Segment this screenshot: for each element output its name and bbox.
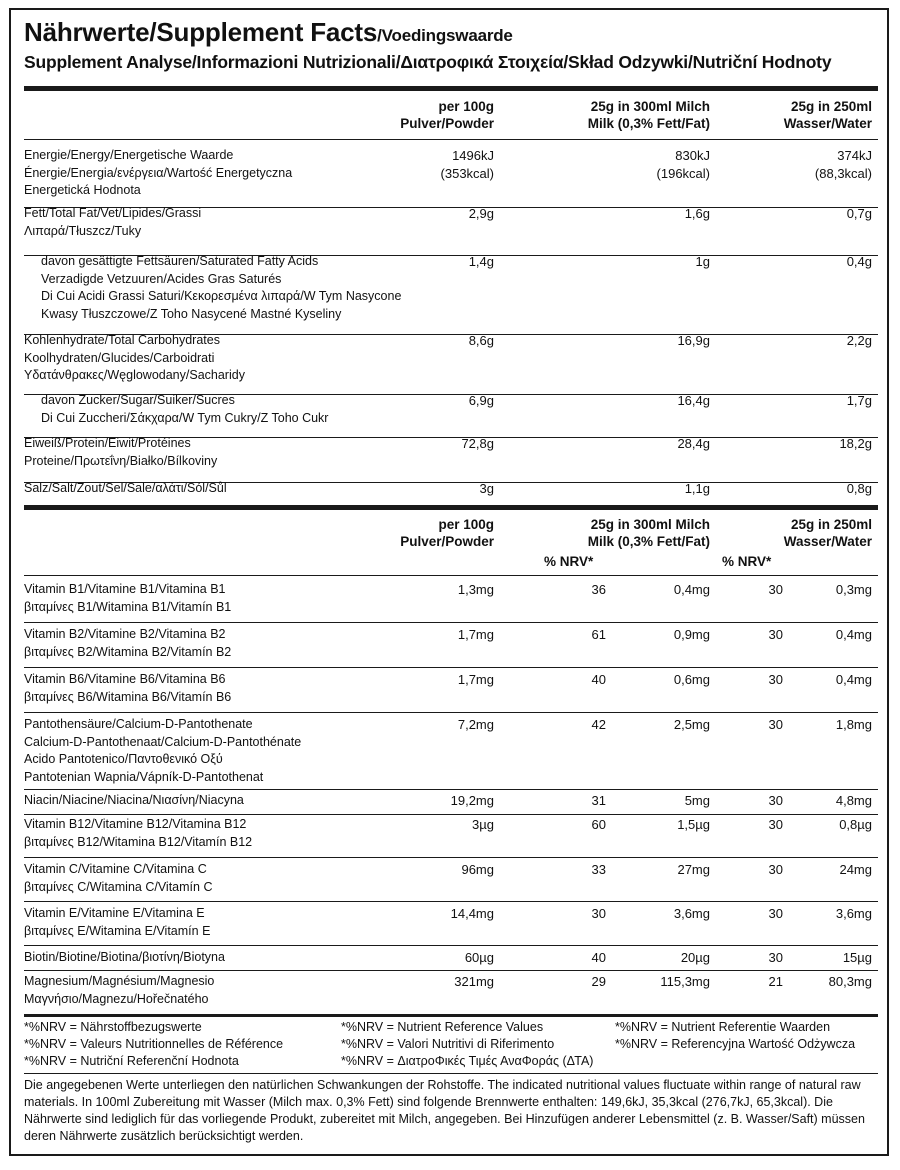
- vitamin-nrv-milk: 40: [591, 950, 606, 965]
- vitamin-nrv-milk: 36: [591, 582, 606, 597]
- vitamin-value-powder: 96mg: [461, 862, 494, 877]
- disclaimer: Die angegebenen Werte unterliegen den natürlichen Schwankungen der Rohstoffe. The indicated nutritional values fluctuate within range of natural raw materials. In 100ml Zubereitung mit Wasser (Milch max. 0,3% Fett) sind folgende Brennwerte enthalten: 149,6kJ, 35,3kcal (276,7kJ, 65,3kcal). Die Nährwerte sind lediglich für das vorliegende Produkt, zubereitet mit Milch, angegeben. Bei Hinzufügen anderer Lebensmittel (z. B. Wasser/Saft) müssen deren Nährwerte zusätzlich berücksichtigt werden.: [24, 1078, 865, 1143]
- vitamin-nrv-water: 30: [768, 862, 783, 877]
- title-main: Nährwerte/Supplement Facts: [24, 17, 378, 47]
- vitamin-row-divider: [24, 901, 878, 902]
- vitamin-value-powder: 1,7mg: [457, 627, 494, 642]
- title-suffix: /Voedingswaarde: [377, 26, 513, 45]
- vitamin-value-water: 0,3mg: [835, 582, 872, 597]
- footnote-line: *%NRV = Nutrient Referentie Waarden: [615, 1020, 831, 1034]
- vitamin-nrv-water: 30: [768, 582, 783, 597]
- vitamin-row-label: Vitamin B2/Vitamine B2/Vitamina B2 βιταμίνες B2/Witamina B2/Vitamín B2: [24, 627, 232, 659]
- macro-row-label: Kohlenhydrate/Total Carbohydrates Koolhydraten/Glucides/Carboidrati Υδατάνθρακες/Węglowodany/Sacharidy: [24, 333, 245, 382]
- vitamin-value-water: 4,8mg: [835, 793, 872, 808]
- macro-header-water: 25g in 250ml Wasser/Water: [783, 99, 872, 131]
- macro-row-label: davon gesättigte Fettsäuren/Saturated Fatty Acids Verzadigde Vetzuuren/Acides Gras Saturés Di Cui Acidi Grassi Saturi/Κεκορεσμένα λιπαρά/W Tym Nasycone Kwasy Tłuszczowe/Z Toho Nasycené Mastné Kyseliny: [41, 254, 402, 321]
- vit-header-divider: [24, 575, 878, 576]
- vitamin-nrv-water: 21: [768, 974, 783, 989]
- vitamin-row-label: Biotin/Biotine/Biotina/βιοτίνη/Biotyna: [24, 950, 225, 964]
- footnote-line: *%NRV = ΔιατροΦικές Τιμές ΑναΦοράς (ΔΤΑ): [341, 1054, 594, 1068]
- macro-value-milk: 16,9g: [677, 333, 710, 348]
- vitamin-nrv-water: 30: [768, 817, 783, 832]
- vitamin-nrv-water: 30: [768, 717, 783, 732]
- vitamin-row-divider: [24, 814, 878, 815]
- vitamin-value-powder: 7,2mg: [457, 717, 494, 732]
- macro-value-milk: 1,6g: [684, 206, 710, 221]
- vitamin-row-label: Pantothensäure/Calcium-D-Pantothenate Calcium-D-Pantothenaat/Calcium-D-Pantothénate Acido Pantotenico/Παντοθενικό Οξύ Pantotenian Wapnia/Vápník-D-Pantothenat: [24, 717, 302, 784]
- vitamin-section-rule: [24, 505, 878, 510]
- macro-value-milk: 830kJ (196kcal): [656, 148, 710, 181]
- vitamin-value-powder: 1,7mg: [457, 672, 494, 687]
- macro-row-label: Energie/Energy/Energetische Waarde Énergie/Energia/ενέργεια/Wartość Energetyczna Energetická Hodnota: [24, 148, 293, 197]
- macro-row-label: Eiweiß/Protein/Eiwit/Protéines Proteine/Πρωτεΐνη/Białko/Bílkoviny: [24, 436, 218, 468]
- footnote-line: *%NRV = Nährstoffbezugswerte: [24, 1020, 202, 1034]
- vitamin-value-powder: 14,4mg: [450, 906, 494, 921]
- vitamin-value-water: 1,8mg: [835, 717, 872, 732]
- vitamin-row-divider: [24, 789, 878, 790]
- macro-value-powder: 72,8g: [461, 436, 494, 451]
- vitamin-value-powder: 60µg: [464, 950, 494, 965]
- vitamin-nrv-water: 30: [768, 950, 783, 965]
- subtitle: Supplement Analyse/Informazioni Nutrizionali/Διατροφικά Στοιχεία/Skład Odzywki/Nutriční Hodnoty: [24, 52, 832, 72]
- macro-value-powder: 8,6g: [468, 333, 494, 348]
- vitamin-nrv-water: 30: [768, 793, 783, 808]
- macro-value-powder: 1,4g: [468, 254, 494, 269]
- vit-header-milk: 25g in 300ml Milch Milk (0,3% Fett/Fat): [587, 517, 710, 549]
- macro-value-water: 1,7g: [846, 393, 872, 408]
- macro-row-label: Salz/Salt/Zout/Sel/Sale/αλάτι/Sól/Sůl: [24, 481, 227, 495]
- vit-header-powder: per 100g Pulver/Powder: [400, 517, 494, 549]
- vitamin-nrv-milk: 40: [591, 672, 606, 687]
- macro-value-water: 0,4g: [846, 254, 872, 269]
- vitamin-nrv-milk: 29: [591, 974, 606, 989]
- vitamin-row-divider: [24, 970, 878, 971]
- footnote-section-rule: [24, 1014, 878, 1017]
- vitamin-row-label: Niacin/Niacine/Niacina/Νιασίνη/Niacyna: [24, 793, 244, 807]
- vitamin-value-milk: 1,5µg: [677, 817, 710, 832]
- vitamin-value-milk: 20µg: [680, 950, 710, 965]
- vitamin-value-milk: 0,6mg: [673, 672, 710, 687]
- header-rule: [24, 86, 878, 91]
- macro-value-milk: 28,4g: [677, 436, 710, 451]
- macro-header-divider: [24, 139, 878, 140]
- macro-value-milk: 1,1g: [684, 481, 710, 496]
- macro-value-water: 0,8g: [846, 481, 872, 496]
- vitamin-value-water: 24mg: [839, 862, 872, 877]
- vit-header-nrv-milk: % NRV*: [544, 554, 594, 569]
- vit-header-water: 25g in 250ml Wasser/Water: [783, 517, 872, 549]
- macro-row-label: davon Zucker/Sugar/Suiker/Sucres Di Cui Zuccheri/Σάκχαρα/W Tym Cukry/Z Toho Cukr: [41, 393, 329, 425]
- vitamin-value-water: 0,8µg: [839, 817, 872, 832]
- vitamin-value-powder: 19,2mg: [450, 793, 494, 808]
- vitamin-nrv-water: 30: [768, 627, 783, 642]
- macro-value-water: 374kJ (88,3kcal): [814, 148, 872, 181]
- title: [24, 17, 513, 48]
- vitamin-nrv-milk: 60: [591, 817, 606, 832]
- nutrition-facts-panel: [9, 8, 889, 1156]
- vitamin-nrv-milk: 42: [591, 717, 606, 732]
- vitamin-value-milk: 0,4mg: [673, 582, 710, 597]
- macro-value-water: 18,2g: [839, 436, 872, 451]
- macro-value-powder: 6,9g: [468, 393, 494, 408]
- vitamin-value-powder: 321mg: [454, 974, 494, 989]
- macro-value-powder: 3g: [479, 481, 494, 496]
- footnote-line: *%NRV = Nutriční Referenční Hodnota: [24, 1054, 239, 1068]
- vitamin-value-milk: 27mg: [677, 862, 710, 877]
- vitamin-row-divider: [24, 857, 878, 858]
- vitamin-value-water: 15µg: [842, 950, 872, 965]
- vitamin-value-milk: 2,5mg: [673, 717, 710, 732]
- vitamin-value-water: 3,6mg: [835, 906, 872, 921]
- vit-header-nrv-water: % NRV*: [722, 554, 772, 569]
- vitamin-value-milk: 115,3mg: [660, 974, 710, 989]
- footnote-line: *%NRV = Nutrient Reference Values: [341, 1020, 544, 1034]
- vitamin-row-divider: [24, 712, 878, 713]
- vitamin-row-label: Vitamin B6/Vitamine B6/Vitamina B6 βιταμίνες B6/Witamina B6/Vitamín B6: [24, 672, 232, 704]
- macro-value-water: 0,7g: [846, 206, 872, 221]
- disclaimer-rule: [24, 1073, 878, 1074]
- macro-header-milk: 25g in 300ml Milch Milk (0,3% Fett/Fat): [587, 99, 710, 131]
- macro-row-label: Fett/Total Fat/Vet/Lipides/Grassi Λιπαρά/Tłuszcz/Tuky: [24, 206, 202, 238]
- vitamin-value-milk: 3,6mg: [673, 906, 710, 921]
- vitamin-nrv-water: 30: [768, 906, 783, 921]
- vitamin-row-label: Vitamin B12/Vitamine B12/Vitamina B12 βιταμίνες B12/Witamina B12/Vitamín B12: [24, 817, 253, 849]
- footnote-line: *%NRV = Valori Nutritivi di Riferimento: [341, 1037, 555, 1051]
- vitamin-row-label: Magnesium/Magnésium/Magnesio Μαγνήσιο/Magnezu/Hořečnatého: [24, 974, 215, 1006]
- vitamin-nrv-milk: 33: [591, 862, 606, 877]
- vitamin-row-label: Vitamin B1/Vitamine B1/Vitamina B1 βιταμίνες B1/Witamina B1/Vitamín B1: [24, 582, 232, 614]
- vitamin-value-powder: 1,3mg: [457, 582, 494, 597]
- vitamin-nrv-milk: 31: [591, 793, 606, 808]
- vitamin-nrv-water: 30: [768, 672, 783, 687]
- macro-header-powder: per 100g Pulver/Powder: [400, 99, 494, 131]
- vitamin-value-water: 0,4mg: [835, 627, 872, 642]
- vitamin-value-water: 80,3mg: [828, 974, 872, 989]
- vitamin-row-label: Vitamin E/Vitamine E/Vitamina E βιταμίνες E/Witamina E/Vitamín E: [24, 906, 211, 938]
- vitamin-row-divider: [24, 945, 878, 946]
- macro-value-water: 2,2g: [846, 333, 872, 348]
- vitamin-row-label: Vitamin C/Vitamine C/Vitamina C βιταμίνες C/Witamina C/Vitamín C: [24, 862, 213, 894]
- vitamin-row-divider: [24, 667, 878, 668]
- macro-value-powder: 2,9g: [468, 206, 494, 221]
- macro-value-powder: 1496kJ (353kcal): [440, 148, 494, 181]
- macro-value-milk: 16,4g: [677, 393, 710, 408]
- footnote-line: *%NRV = Valeurs Nutritionnelles de Référence: [24, 1037, 284, 1051]
- vitamin-row-divider: [24, 622, 878, 623]
- vitamin-value-milk: 0,9mg: [673, 627, 710, 642]
- vitamin-value-milk: 5mg: [684, 793, 710, 808]
- vitamin-value-water: 0,4mg: [835, 672, 872, 687]
- vitamin-nrv-milk: 61: [591, 627, 606, 642]
- macro-value-milk: 1g: [695, 254, 710, 269]
- footnote-line: *%NRV = Referencyjna Wartość Odżywcza: [615, 1037, 856, 1051]
- vitamin-nrv-milk: 30: [591, 906, 606, 921]
- vitamin-value-powder: 3µg: [472, 817, 494, 832]
